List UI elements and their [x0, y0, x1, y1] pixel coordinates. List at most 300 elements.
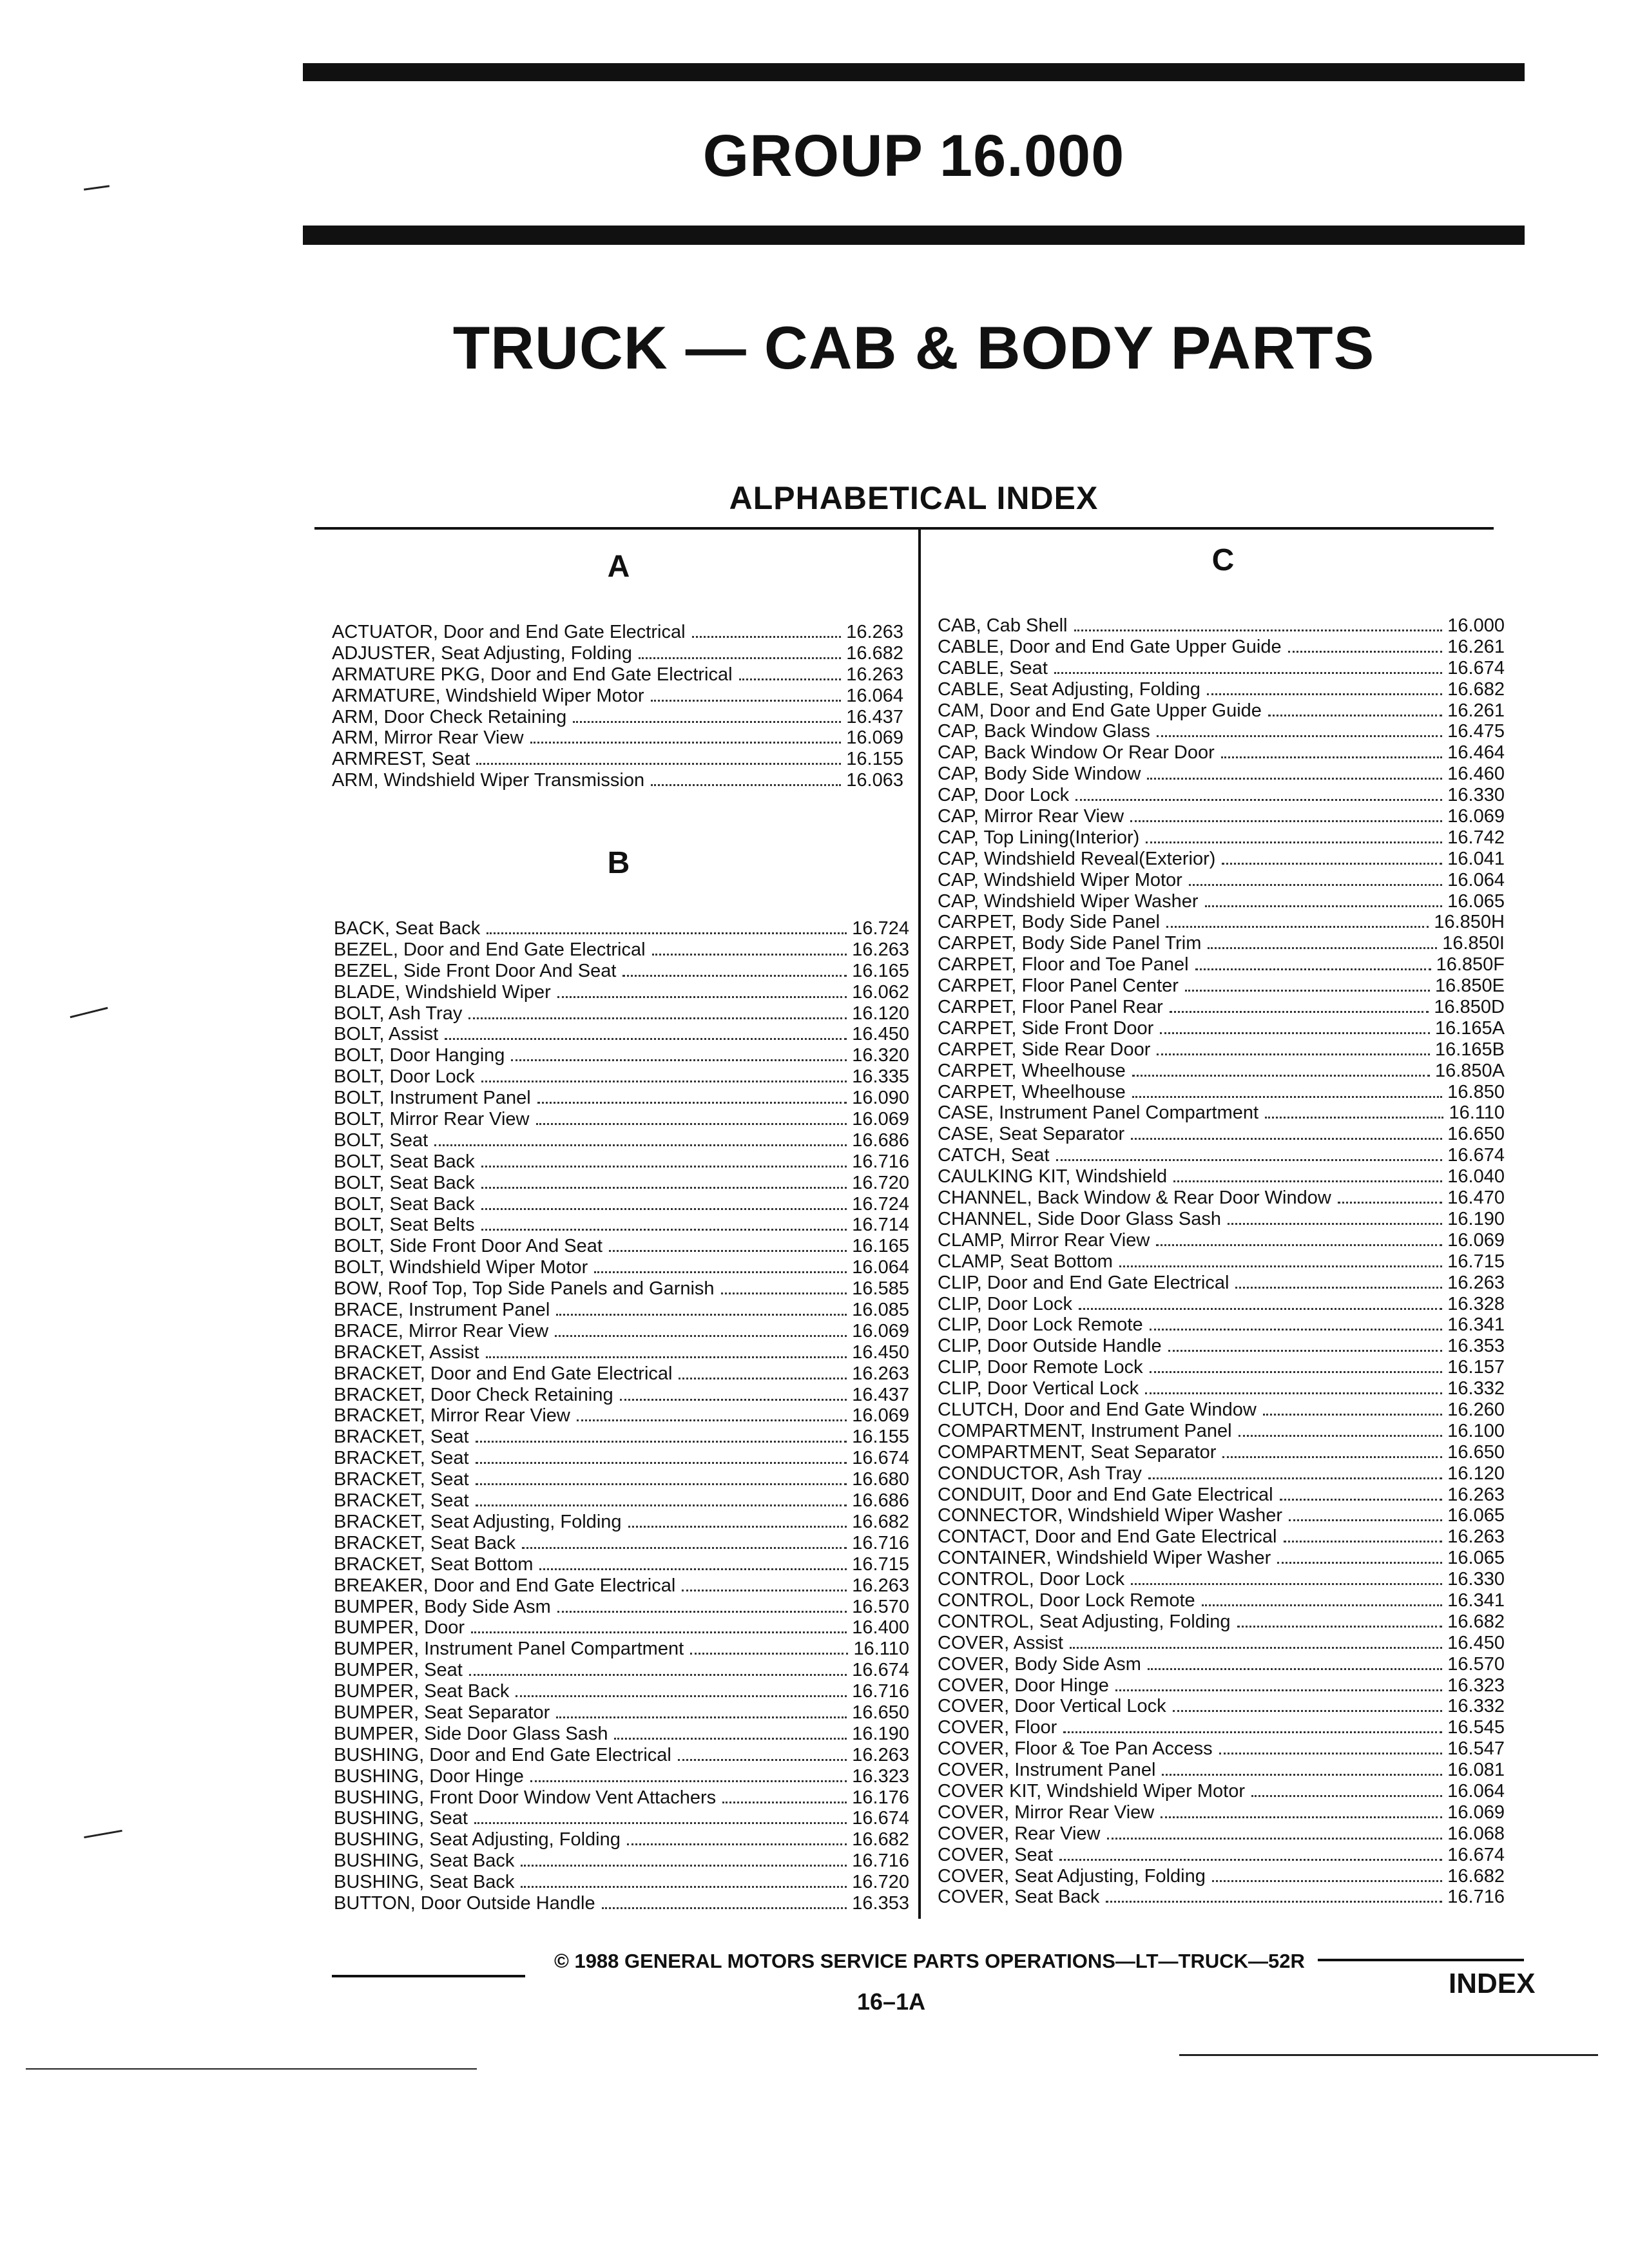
entry-code: 16.063 [846, 770, 903, 791]
index-entry [938, 933, 1505, 954]
dot-leader [602, 1907, 847, 1909]
entry-code: 16.570 [852, 1596, 909, 1617]
group-title: GROUP 16.000 [702, 123, 1125, 189]
dot-leader [1160, 1032, 1430, 1034]
index-entry [938, 1166, 1505, 1187]
entry-code: 16.850E [1434, 975, 1505, 997]
entry-label: CONNECTOR, Windshield Wiper Washer [938, 1505, 1282, 1526]
dot-leader [1148, 1668, 1442, 1670]
entry-label: CLIP, Door and End Gate Electrical [938, 1272, 1229, 1293]
dot-leader [476, 1483, 847, 1485]
entry-label: BREAKER, Door and End Gate Electrical [334, 1575, 676, 1596]
entry-label: CARPET, Floor and Toe Panel [938, 954, 1189, 975]
index-entry [938, 679, 1505, 700]
entry-code: 16.069 [852, 1320, 909, 1341]
dot-leader [468, 1017, 847, 1019]
index-entry [332, 664, 903, 686]
dot-leader [682, 1590, 847, 1591]
entry-code: 16.570 [1447, 1653, 1505, 1675]
entry-label: CLIP, Door Outside Handle [938, 1336, 1162, 1357]
dot-leader [1212, 1880, 1442, 1882]
entry-code: 16.065 [1447, 1548, 1505, 1569]
dot-leader [557, 1611, 847, 1613]
index-entry [938, 954, 1505, 975]
entry-label: BUTTON, Door Outside Handle [334, 1892, 595, 1914]
section-letter-b: B [607, 846, 630, 880]
entry-code: 16.062 [852, 981, 909, 1003]
index-entry [334, 1405, 909, 1427]
entry-code: 16.332 [1447, 1378, 1505, 1399]
index-label: INDEX [1449, 1968, 1536, 1999]
entry-code: 16.040 [1447, 1166, 1505, 1187]
entry-label: COVER, Instrument Panel [938, 1760, 1156, 1781]
index-entry [334, 961, 909, 982]
entry-label: COVER, Door Hinge [938, 1675, 1109, 1696]
index-entry [938, 1823, 1505, 1845]
dot-leader [1070, 1647, 1442, 1649]
index-entry [938, 1399, 1505, 1421]
dot-leader [522, 1547, 847, 1549]
entry-code: 16.263 [1447, 1484, 1505, 1505]
entry-code: 16.674 [852, 1448, 909, 1469]
dot-leader [476, 1441, 847, 1443]
entry-code: 16.715 [852, 1553, 909, 1575]
dot-leader [1251, 1795, 1442, 1797]
entry-label: CLAMP, Mirror Rear View [938, 1229, 1150, 1251]
entry-label: CARPET, Wheelhouse [938, 1060, 1126, 1081]
entry-label: COVER, Seat Back [938, 1887, 1100, 1908]
dot-leader [511, 1059, 847, 1061]
entry-label: BOLT, Seat Belts [334, 1215, 475, 1236]
entry-label: CAP, Top Lining(Interior) [938, 827, 1140, 848]
entry-code: 16.464 [1447, 742, 1505, 764]
dot-leader [1168, 1350, 1443, 1352]
dot-leader [481, 1208, 847, 1210]
main-title: TRUCK — CAB & BODY PARTS [452, 314, 1375, 381]
entry-code: 16.332 [1447, 1696, 1505, 1717]
index-entry [938, 1611, 1505, 1633]
entry-code: 16.263 [1447, 1526, 1505, 1548]
index-entry [334, 1745, 909, 1766]
entry-code: 16.850I [1442, 933, 1505, 954]
dot-leader [1150, 1371, 1443, 1373]
entry-code: 16.341 [1447, 1314, 1505, 1336]
dot-leader [1288, 651, 1443, 653]
index-entry [334, 1787, 909, 1809]
entry-code: 16.714 [852, 1215, 909, 1236]
dot-leader [1054, 672, 1442, 674]
entry-code: 16.850D [1434, 997, 1505, 1018]
dot-leader [721, 1293, 847, 1294]
entry-label: CLIP, Door Lock [938, 1293, 1073, 1314]
index-entry [334, 1342, 909, 1363]
dot-leader [1063, 1731, 1442, 1733]
entry-label: ARMREST, Seat [332, 749, 470, 770]
dot-leader [530, 742, 842, 744]
index-entry [938, 658, 1505, 679]
scan-line-bottom-left [26, 2068, 477, 2070]
entry-label: CHANNEL, Back Window & Rear Door Window [938, 1187, 1331, 1209]
entry-code: 16.850H [1434, 912, 1505, 933]
index-entry [334, 1533, 909, 1554]
index-entry [334, 1850, 909, 1872]
index-entry [938, 1039, 1505, 1061]
index-entry [938, 1314, 1505, 1336]
index-entry [938, 1887, 1505, 1908]
dot-leader [555, 1335, 847, 1337]
dot-leader [722, 1802, 847, 1803]
entry-code: 16.400 [852, 1617, 909, 1639]
dot-leader [594, 1271, 847, 1273]
index-entry [334, 982, 909, 1003]
index-entry [334, 1088, 909, 1109]
copyright-line: © 1988 GENERAL MOTORS SERVICE PARTS OPERATIONS—LT—TRUCK—52R [554, 1950, 1305, 1972]
entry-label: COMPARTMENT, Instrument Panel [938, 1420, 1232, 1441]
dot-leader [678, 1759, 847, 1761]
index-entry [334, 1385, 909, 1406]
index-entry [334, 1427, 909, 1448]
index-entry [334, 1215, 909, 1236]
entry-code: 16.263 [852, 1744, 909, 1765]
index-entry [938, 1357, 1505, 1378]
dot-leader [536, 1123, 847, 1125]
entry-label: BUMPER, Seat Separator [334, 1702, 550, 1723]
column-divider [918, 527, 921, 1919]
entry-label: ARM, Mirror Rear View [332, 727, 524, 749]
section-c-list [938, 615, 1505, 1908]
dot-leader [628, 1526, 847, 1528]
entry-code: 16.545 [1447, 1717, 1505, 1738]
dot-leader [639, 657, 841, 659]
dot-leader [1235, 1287, 1442, 1289]
entry-code: 16.682 [846, 642, 903, 664]
dot-leader [481, 1166, 847, 1168]
dot-leader [1157, 1053, 1430, 1055]
index-entry [938, 1675, 1505, 1696]
entry-label: BUMPER, Seat [334, 1660, 463, 1681]
entry-label: CONDUCTOR, Ash Tray [938, 1463, 1142, 1484]
entry-label: BUSHING, Seat Adjusting, Folding [334, 1829, 621, 1850]
index-entry [938, 1485, 1505, 1506]
dot-leader [481, 1229, 847, 1231]
entry-label: COVER, Floor [938, 1717, 1057, 1738]
index-entry [938, 721, 1505, 742]
entry-code: 16.064 [1447, 869, 1505, 890]
dot-leader [1221, 756, 1443, 758]
dot-leader [1148, 1477, 1442, 1479]
index-entry [938, 1145, 1505, 1166]
entry-label: CONDUIT, Door and End Gate Electrical [938, 1484, 1273, 1505]
dot-leader [556, 1716, 847, 1718]
dot-leader [622, 975, 847, 977]
index-entry [334, 1702, 909, 1724]
entry-label: BRACKET, Seat Bottom [334, 1553, 534, 1575]
index-entry [938, 1187, 1505, 1209]
dot-leader [474, 1822, 847, 1824]
dot-leader [1185, 990, 1430, 992]
entry-code: 16.716 [852, 1532, 909, 1553]
entry-label: COVER, Seat [938, 1844, 1053, 1865]
index-entry [938, 870, 1505, 891]
index-entry [334, 1829, 909, 1850]
index-entry [938, 1209, 1505, 1230]
entry-code: 16.720 [852, 1872, 909, 1893]
index-entry [334, 1617, 909, 1639]
dot-leader [521, 1865, 847, 1867]
dot-leader [1268, 715, 1442, 716]
entry-label: CAP, Mirror Rear View [938, 806, 1124, 827]
dot-leader [471, 1631, 847, 1633]
entry-code: 16.674 [852, 1660, 909, 1681]
entry-label: BUMPER, Door [334, 1617, 465, 1639]
entry-code: 16.724 [852, 1193, 909, 1215]
index-title: ALPHABETICAL INDEX [729, 480, 1099, 516]
dot-leader [1222, 863, 1442, 865]
entry-code: 16.120 [852, 1003, 909, 1024]
entry-code: 16.261 [1447, 700, 1505, 721]
dot-leader [1289, 1519, 1442, 1521]
entry-code: 16.320 [852, 1045, 909, 1066]
dot-leader [1195, 968, 1431, 970]
index-entry [334, 1766, 909, 1787]
entry-label: CAP, Back Window Or Rear Door [938, 742, 1215, 764]
dot-leader [521, 1886, 847, 1888]
index-entry [334, 1512, 909, 1533]
index-entry [334, 1490, 909, 1512]
entry-label: CAP, Windshield Reveal(Exterior) [938, 848, 1216, 869]
entry-code: 16.450 [852, 1024, 909, 1045]
entry-code: 16.263 [852, 1575, 909, 1596]
entry-label: ARM, Windshield Wiper Transmission [332, 770, 645, 791]
dot-leader [1059, 1859, 1442, 1861]
entry-code: 16.069 [1447, 1229, 1505, 1251]
entry-label: CASE, Instrument Panel Compartment [938, 1102, 1259, 1124]
entry-label: COVER KIT, Windshield Wiper Motor [938, 1780, 1246, 1802]
dot-leader [614, 1738, 847, 1740]
index-entry [938, 742, 1505, 764]
entry-code: 16.165 [852, 960, 909, 981]
index-entry [938, 849, 1505, 870]
index-entry [938, 1102, 1505, 1124]
index-entry [938, 1717, 1505, 1738]
index-entry [938, 637, 1505, 658]
dot-leader [1157, 735, 1442, 737]
index-entry [938, 1866, 1505, 1887]
section-a-list [332, 622, 903, 791]
dot-leader [690, 1653, 848, 1655]
entry-code: 16.065 [1447, 1505, 1505, 1526]
entry-code: 16.460 [1447, 764, 1505, 785]
entry-code: 16.064 [852, 1257, 909, 1278]
index-entry [332, 622, 903, 643]
index-entry [938, 1061, 1505, 1082]
entry-code: 16.110 [853, 1639, 909, 1660]
entry-label: COVER, Assist [938, 1632, 1063, 1653]
entry-code: 16.650 [1447, 1124, 1505, 1145]
entry-code: 16.068 [1447, 1823, 1505, 1844]
entry-label: BUSHING, Door Hinge [334, 1765, 524, 1787]
entry-label: BUSHING, Door and End Gate Electrical [334, 1744, 671, 1765]
dot-leader [1107, 1838, 1443, 1840]
entry-code: 16.650 [1447, 1441, 1505, 1463]
entry-code: 16.085 [852, 1300, 909, 1321]
dot-leader [1170, 1011, 1429, 1013]
entry-code: 16.850F [1436, 954, 1505, 975]
entry-code: 16.686 [852, 1129, 909, 1151]
entry-code: 16.165A [1434, 1017, 1505, 1039]
dot-leader [516, 1695, 847, 1697]
entry-code: 16.090 [852, 1088, 909, 1109]
entry-code: 16.650 [852, 1702, 909, 1723]
entry-code: 16.069 [1447, 806, 1505, 827]
entry-code: 16.263 [1447, 1272, 1505, 1293]
dot-leader [1207, 693, 1442, 695]
dot-leader [1161, 1816, 1442, 1818]
entry-label: ARM, Door Check Retaining [332, 706, 567, 727]
entry-code: 16.100 [1447, 1420, 1505, 1441]
entry-label: BRACKET, Seat Back [334, 1532, 516, 1553]
dot-leader [620, 1399, 847, 1401]
dot-leader [1263, 1414, 1442, 1416]
index-entry [332, 707, 903, 728]
dot-leader [1277, 1562, 1442, 1564]
dot-leader [577, 1419, 847, 1421]
index-entry [938, 1378, 1505, 1399]
dot-leader [476, 1462, 847, 1464]
dot-leader [1150, 1329, 1443, 1331]
entry-code: 16.720 [852, 1172, 909, 1193]
index-entry [334, 939, 909, 961]
entry-label: CONTROL, Seat Adjusting, Folding [938, 1611, 1231, 1632]
entry-label: COVER, Floor & Toe Pan Access [938, 1738, 1213, 1760]
index-entry [938, 1569, 1505, 1590]
index-entry [938, 1738, 1505, 1760]
entry-label: BUSHING, Seat [334, 1808, 468, 1829]
dot-leader [539, 1568, 847, 1570]
entry-code: 16.328 [1447, 1293, 1505, 1314]
index-entry [938, 1590, 1505, 1611]
index-entry [332, 686, 903, 707]
entry-code: 16.674 [852, 1808, 909, 1829]
index-entry [938, 975, 1505, 997]
entry-code: 16.041 [1447, 848, 1505, 869]
dot-leader [1147, 778, 1442, 780]
entry-label: CAP, Windshield Wiper Washer [938, 890, 1199, 912]
entry-label: CARPET, Side Rear Door [938, 1039, 1151, 1060]
dot-leader [1265, 1117, 1443, 1119]
index-entry [332, 749, 903, 770]
entry-label: BUSHING, Front Door Window Vent Attachers [334, 1787, 717, 1808]
entry-code: 16.000 [1447, 615, 1505, 636]
entry-label: BOLT, Seat Back [334, 1172, 475, 1193]
dot-leader [1132, 1096, 1443, 1098]
index-entry [938, 1273, 1505, 1294]
entry-label: COVER, Rear View [938, 1823, 1101, 1844]
index-entry [938, 1421, 1505, 1442]
dot-leader [1280, 1499, 1443, 1501]
entry-label: CAP, Door Lock [938, 785, 1070, 806]
entry-code: 16.176 [852, 1787, 909, 1808]
dot-leader [1132, 1075, 1430, 1077]
index-entry [334, 1872, 909, 1893]
entry-label: BUMPER, Seat Back [334, 1681, 510, 1702]
entry-label: CLIP, Door Remote Lock [938, 1357, 1143, 1378]
entry-code: 16.674 [1447, 1844, 1505, 1865]
entry-code: 16.263 [846, 664, 903, 685]
dot-leader [1166, 926, 1429, 928]
entry-label: CARPET, Floor Panel Center [938, 975, 1179, 997]
entry-label: COVER, Mirror Rear View [938, 1802, 1155, 1823]
entry-code: 16.065 [1447, 890, 1505, 912]
index-entry [938, 997, 1505, 1018]
entry-code: 16.437 [852, 1384, 909, 1405]
entry-label: CAP, Body Side Window [938, 764, 1141, 785]
dot-leader [1338, 1202, 1442, 1204]
dot-leader [1146, 841, 1442, 843]
entry-label: BOLT, Mirror Rear View [334, 1109, 530, 1130]
entry-code: 16.330 [1447, 1569, 1505, 1590]
entry-code: 16.069 [1447, 1802, 1505, 1823]
entry-code: 16.450 [1447, 1632, 1505, 1653]
entry-label: BRACE, Instrument Panel [334, 1300, 550, 1321]
entry-code: 16.341 [1447, 1590, 1505, 1611]
dot-leader [1239, 1435, 1443, 1437]
index-entry [938, 1633, 1505, 1654]
entry-code: 16.674 [1447, 1145, 1505, 1166]
entry-code: 16.323 [852, 1765, 909, 1787]
index-entry [938, 1336, 1505, 1357]
dot-leader [1228, 1223, 1442, 1225]
entry-label: BRACE, Mirror Rear View [334, 1320, 549, 1341]
entry-code: 16.353 [852, 1892, 909, 1914]
dot-leader [1284, 1541, 1443, 1542]
dot-leader [487, 932, 847, 934]
entry-label: BOLT, Side Front Door And Seat [334, 1236, 602, 1257]
section-letter-a: A [607, 550, 630, 584]
index-entry [334, 1300, 909, 1321]
entry-label: CLUTCH, Door and End Gate Window [938, 1399, 1257, 1420]
index-entry [938, 1548, 1505, 1569]
entry-label: BOLT, Door Lock [334, 1066, 475, 1088]
entry-code: 16.165B [1434, 1039, 1505, 1060]
index-entry [332, 643, 903, 664]
dot-leader [1222, 1456, 1442, 1458]
entry-label: CLIP, Door Vertical Lock [938, 1378, 1139, 1399]
index-entry [938, 1845, 1505, 1866]
dot-leader [469, 1674, 847, 1676]
dot-leader [1162, 1774, 1442, 1776]
dot-leader [537, 1102, 847, 1104]
index-entry [938, 891, 1505, 912]
index-entry [334, 1554, 909, 1575]
entry-label: ADJUSTER, Seat Adjusting, Folding [332, 642, 632, 664]
page-number: 16–1A [857, 1988, 926, 2015]
entry-label: BLADE, Windshield Wiper [334, 981, 551, 1003]
entry-label: CONTROL, Door Lock Remote [938, 1590, 1195, 1611]
dot-leader [573, 721, 841, 723]
entry-code: 16.190 [852, 1723, 909, 1744]
entry-label: COVER, Seat Adjusting, Folding [938, 1865, 1206, 1887]
entry-label: CARPET, Body Side Panel [938, 912, 1160, 933]
entry-code: 16.716 [852, 1681, 909, 1702]
entry-label: CASE, Seat Separator [938, 1124, 1125, 1145]
entry-label: BRACKET, Mirror Rear View [334, 1405, 570, 1427]
index-entry [938, 1124, 1505, 1145]
section-letter-c: C [1211, 543, 1235, 577]
entry-code: 16.475 [1447, 721, 1505, 742]
entry-code: 16.155 [852, 1427, 909, 1448]
dot-leader [1208, 947, 1437, 949]
